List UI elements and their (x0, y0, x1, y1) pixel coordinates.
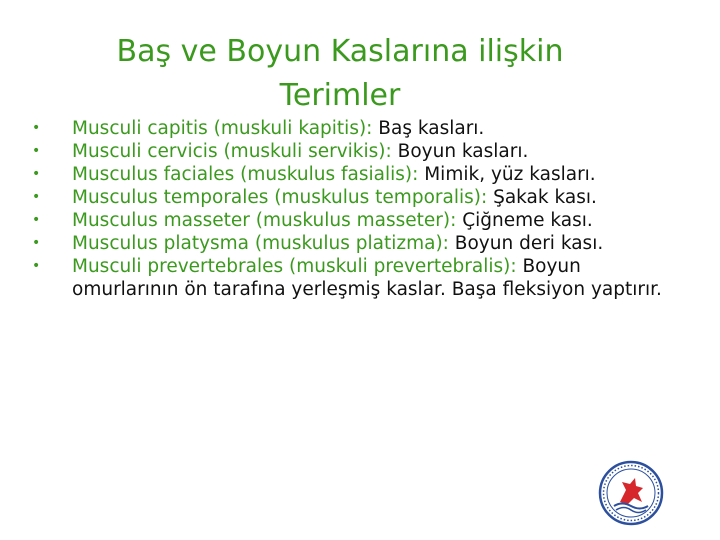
term-meaning: Boyun omurlarının ön tarafına yerleşmiş kaslar. Başa fleksiyon yaptırır. (72, 256, 662, 300)
university-seal-icon (598, 460, 664, 526)
term-latin: Musculus faciales (muskulus fasialis): (72, 164, 419, 185)
slide-title (40, 30, 640, 118)
list-item (32, 186, 672, 209)
list-item (32, 255, 672, 301)
term-latin: Musculus platysma (muskulus platizma): (72, 233, 449, 254)
term-meaning: Baş kasları. (372, 118, 485, 139)
term-list (32, 117, 672, 301)
bullet-icon: • (32, 212, 41, 228)
term-latin: Musculi cervicis (muskuli servikis): (72, 141, 392, 162)
term-latin: Musculi capitis (muskuli kapitis): (72, 118, 373, 139)
bullet-icon: • (32, 120, 41, 136)
title-line-1: Baş ve Boyun Kaslarına ilişkin (116, 34, 564, 69)
term-meaning: Mimik, yüz kasları. (418, 164, 596, 185)
term-meaning: Çiğneme kası. (456, 210, 593, 231)
bullet-icon: • (32, 166, 41, 182)
list-item (32, 232, 672, 255)
term-latin: Musculi prevertebrales (muskuli prevertebralis): (72, 256, 517, 277)
term-latin: Musculus temporales (muskulus temporalis): (72, 187, 488, 208)
bullet-icon: • (32, 235, 41, 251)
term-meaning: Boyun kasları. (391, 141, 529, 162)
term-latin: Musculus masseter (muskulus masseter): (72, 210, 457, 231)
list-item (32, 140, 672, 163)
title-line-2: Terimler (279, 78, 401, 113)
list-item (32, 209, 672, 232)
term-meaning: Şakak kası. (487, 187, 597, 208)
bullet-icon: • (32, 189, 41, 205)
bullet-icon: • (32, 258, 41, 274)
bullet-icon: • (32, 143, 41, 159)
term-meaning: Boyun deri kası. (448, 233, 604, 254)
list-item (32, 163, 672, 186)
list-item (32, 117, 672, 140)
